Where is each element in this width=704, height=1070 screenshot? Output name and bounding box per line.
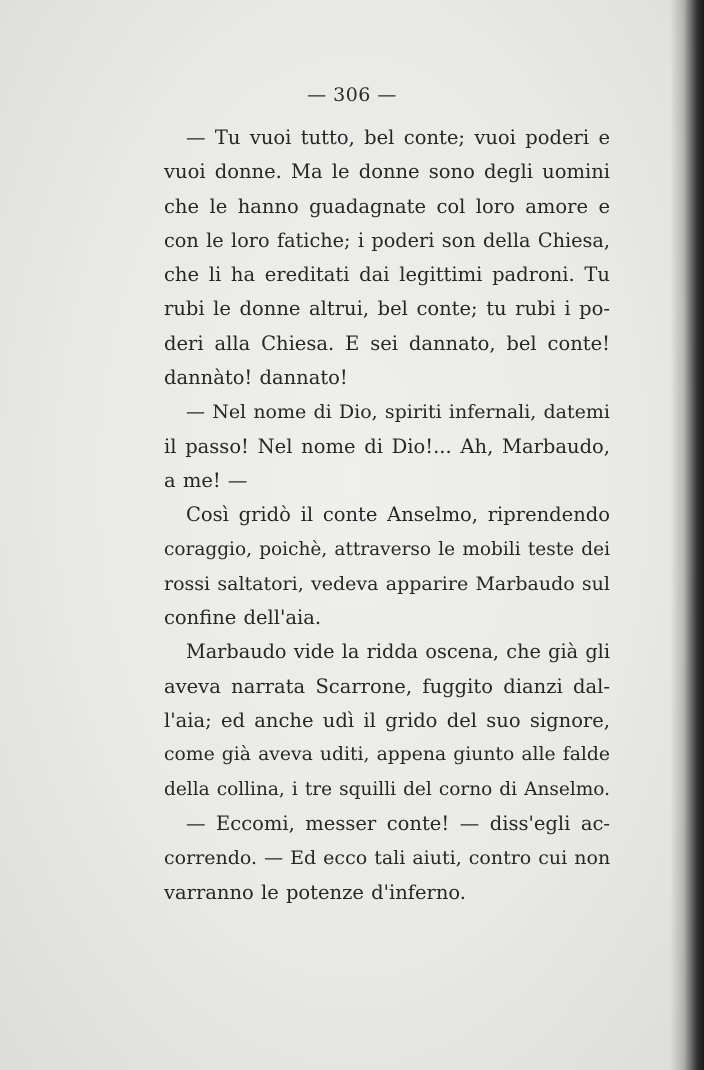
text-line: varranno le potenze d'inferno. [164,880,466,904]
text-line: che le hanno guadagnate col loro amore e [164,194,610,218]
text-line: correndo. — Ed ecco tali aiuti, contro cui non [164,847,611,870]
text-line: il passo! Nel nome di Dio!... Ah, Marbaudo, [164,434,610,458]
text-line: deri alla Chiesa. E sei dannato, bel conte! [164,331,610,355]
text-line: rubi le donne altrui, bel conte; tu rubi i po- [164,297,610,321]
text-line: aveva narrata Scarrone, fuggito dianzi dal- [164,674,610,698]
text-line: — Nel nome di Dio, spiriti infernali, datemi [186,401,610,424]
text-line: a me! — [164,468,248,492]
text-line: vuoi donne. Ma le donne sono degli uomini [164,160,610,184]
text-line: Così gridò il conte Anselmo, riprendendo [186,503,610,527]
page-number: — 306 — [307,84,397,106]
text-line: — Tu vuoi tutto, bel conte; vuoi poderi e [186,126,610,149]
text-line: rossi saltatori, vedeva apparire Marbaudo sul [164,572,610,595]
binding-edge [670,0,704,1070]
text-line: con le loro fatiche; i poderi son della Chiesa, [164,228,610,252]
text-line: che li ha ereditati dai legittimi padroni. Tu [164,263,610,287]
text-line: l'aia; ed anche udì il grido del suo signore, [164,709,610,733]
text-line: della collina, i tre squilli del corno di Anselmo. [164,778,610,800]
text-line: Marbaudo vide la ridda oscena, che già gli [186,640,610,664]
text-line: come già aveva uditi, appena giunto alle falde [164,744,610,766]
text-line: confine dell'aia. [164,606,322,630]
text-line: coraggio, poichè, attraverso le mobili teste dei [164,538,610,560]
text-line: — Eccomi, messer conte! — diss'egli ac- [186,811,610,835]
text-line: dannàto! dannato! [164,366,348,390]
body-text [164,121,610,910]
